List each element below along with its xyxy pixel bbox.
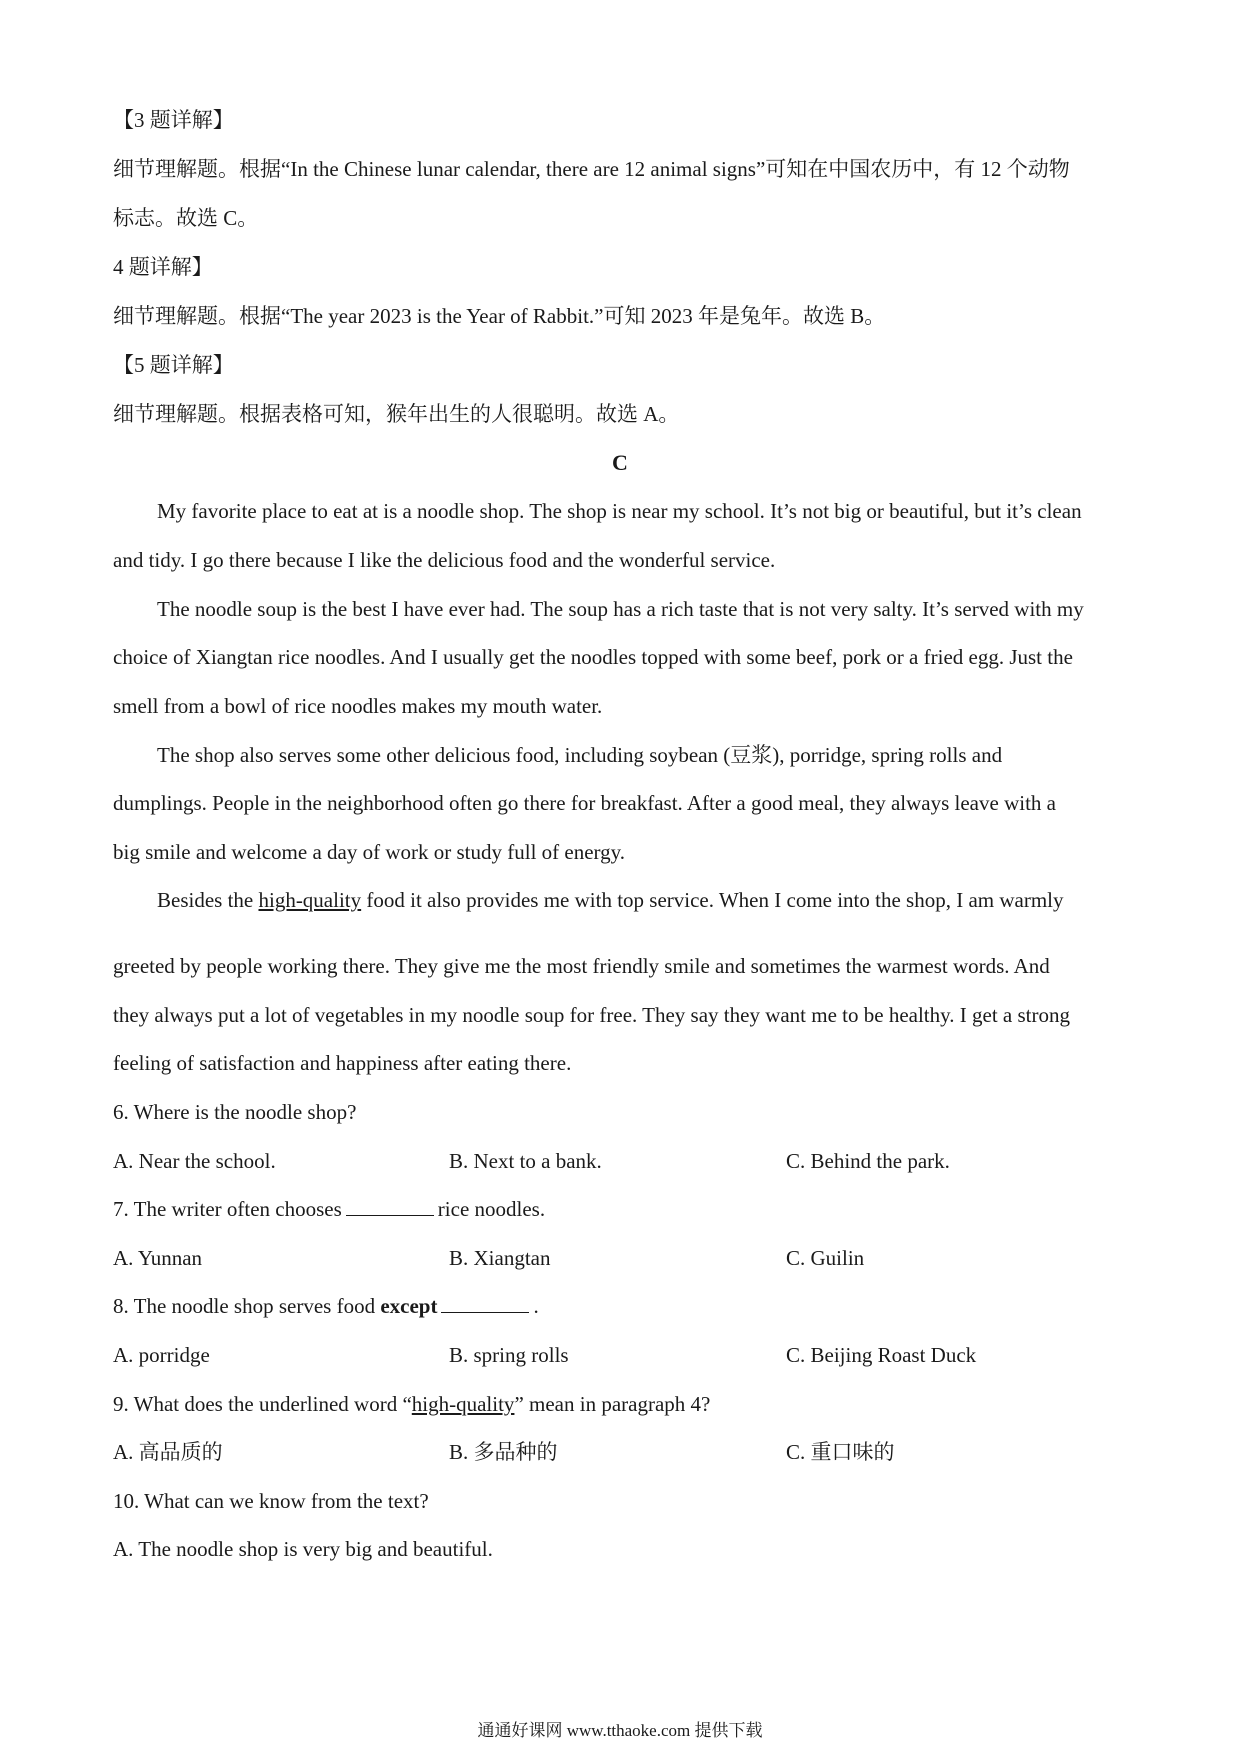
section5-heading: 【5 题详解】 [113, 353, 234, 377]
passage-title: C [612, 450, 628, 475]
q8-option-a: A. porridge [113, 1343, 210, 1367]
q8-stem [113, 1292, 539, 1320]
section5-line1: 细节理解题。根据表格可知，猴年出生的人很聪明。故选 A。 [113, 402, 680, 426]
q6-option-a: A. Near the school. [113, 1149, 276, 1173]
q7-option-c: C. Guilin [786, 1246, 865, 1270]
passage-p3-line3: big smile and welcome a day of work or study full of energy. [113, 840, 626, 864]
q9-underlined-word: high-quality [411, 1392, 515, 1416]
passage-p4-text-a: Besides the [157, 888, 259, 912]
q7-stem-a: 7. The writer often chooses [113, 1197, 342, 1221]
q8-stem-b: . [533, 1294, 539, 1318]
section3-heading: 【3 题详解】 [113, 108, 234, 132]
q6-option-c: C. Behind the park. [786, 1149, 950, 1173]
q9-stem [113, 1390, 710, 1418]
q7-stem [113, 1195, 545, 1223]
section4-line1: 细节理解题。根据“The year 2023 is the Year of Rabbit.”可知 2023 年是兔年。故选 B。 [113, 304, 886, 328]
passage-p2-line3: smell from a bowl of rice noodles makes my mouth water. [113, 694, 603, 718]
q6-stem: 6. Where is the noodle shop? [113, 1100, 357, 1124]
q6-option-b: B. Next to a bank. [449, 1149, 602, 1173]
passage-p2-line1: The noodle soup is the best I have ever had. The soup has a rich taste that is not very salty. It’s served with my [157, 597, 1084, 621]
passage-p1-line1: My favorite place to eat at is a noodle shop. The shop is near my school. It’s not big or beautiful, but it’s clean [157, 499, 1082, 523]
q7-option-a: A. Yunnan [113, 1246, 203, 1270]
underlined-word: high-quality [258, 888, 362, 912]
q7-stem-b: rice noodles. [437, 1197, 546, 1221]
q9-option-c: C. 重口味的 [786, 1440, 895, 1464]
q9-option-a: A. 高品质的 [113, 1440, 223, 1464]
q9-option-b: B. 多品种的 [449, 1440, 558, 1464]
q7-option-b: B. Xiangtan [449, 1246, 551, 1270]
q8-except: except [380, 1294, 438, 1318]
section4-heading: 4 题详解】 [113, 255, 213, 279]
passage-p4-line2: greeted by people working there. They give me the most friendly smile and sometimes the warmest words. And [113, 954, 1050, 978]
section3-line2: 标志。故选 C。 [113, 206, 259, 230]
passage-p4-line4: feeling of satisfaction and happiness after eating there. [113, 1051, 572, 1075]
passage-p4-line1 [157, 886, 1064, 914]
q9-stem-b: ” mean in paragraph 4? [514, 1392, 711, 1416]
section3-line1: 细节理解题。根据“In the Chinese lunar calendar, there are 12 animal signs”可知在中国农历中，有 12 个动物 [113, 157, 1070, 181]
q10-stem: 10. What can we know from the text? [113, 1489, 429, 1513]
q10-option-a: A. The noodle shop is very big and beautiful. [113, 1537, 493, 1561]
passage-p3-line2: dumplings. People in the neighborhood often go there for breakfast. After a good meal, they always leave with a [113, 791, 1056, 815]
passage-p2-line2: choice of Xiangtan rice noodles. And I usually get the noodles topped with some beef, pork or a fried egg. Just the [113, 645, 1073, 669]
q7-blank [346, 1197, 434, 1216]
passage-p1-line2: and tidy. I go there because I like the delicious food and the wonderful service. [113, 548, 776, 572]
page-footer: 通通好课网 www.tthaoke.com 提供下载 [477, 1721, 763, 1740]
passage-p4-text-b: food it also provides me with top service. When I come into the shop, I am warmly [361, 888, 1064, 912]
q8-stem-a: 8. The noodle shop serves food [113, 1294, 381, 1318]
q8-option-b: B. spring rolls [449, 1343, 569, 1367]
q9-stem-a: 9. What does the underlined word “ [113, 1392, 412, 1416]
q8-blank [441, 1294, 529, 1313]
q8-option-c: C. Beijing Roast Duck [786, 1343, 977, 1367]
passage-p3-line1: The shop also serves some other delicious food, including soybean (豆浆), porridge, spring rolls and [157, 743, 1003, 767]
passage-p4-line3: they always put a lot of vegetables in my noodle soup for free. They say they want me to be healthy. I get a strong [113, 1003, 1070, 1027]
